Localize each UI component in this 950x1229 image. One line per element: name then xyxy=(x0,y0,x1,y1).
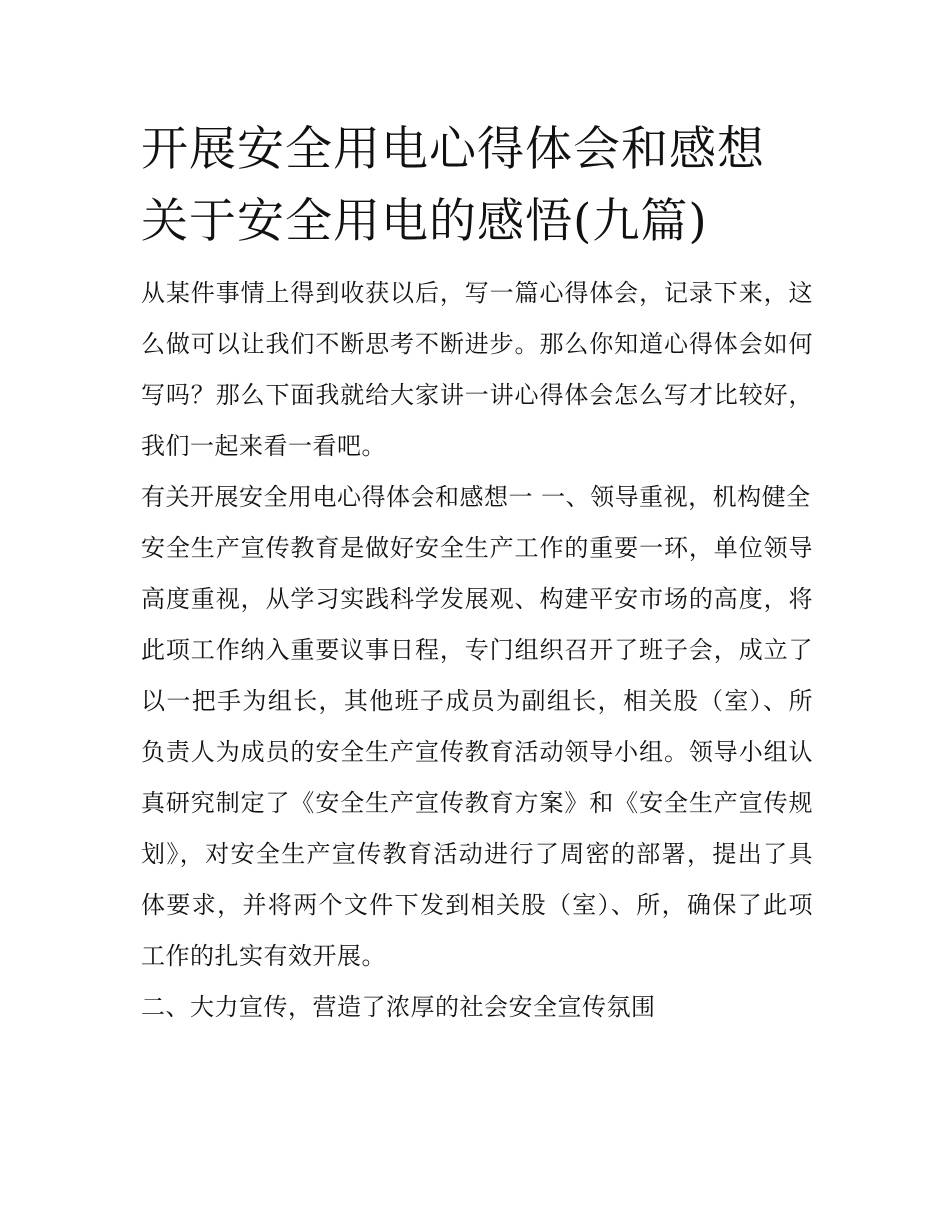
section-heading-2: 二、大力宣传，营造了浓厚的社会安全宣传氛围 xyxy=(141,993,656,1021)
title-line-1: 开展安全用电心得体会和感想 xyxy=(141,122,765,177)
document-content xyxy=(141,114,813,1033)
body-paragraph: 安全生产宣传教育是做好安全生产工作的重要一环，单位领导高度重视，从学习实践科学发展观、构建平安市场的高度，将此项工作纳入重要议事日程，专门组织召开了班子会，成立了以一把手为组长，其他班子成员为副组长，相关股（室）、所负责人为成员的安全生产宣传教育活动领导小组。领导小组认真研究制定了《安全生产宣传教育方案》和《安全生产宣传规划》，对安全生产宣传教育活动进行了周密的部署，提出了具体要求，并将两个文件下发到相关股（室）、所，确保了此项工作的扎实有效开展。 xyxy=(141,534,813,970)
section-heading-1: 有关开展安全用电心得体会和感想一 一、领导重视，机构健全 xyxy=(141,483,811,511)
title-line-2: 关于安全用电的感悟(九篇) xyxy=(141,194,708,249)
document-title xyxy=(141,114,813,258)
document-body xyxy=(141,268,813,1033)
intro-paragraph: 从某件事情上得到收获以后，写一篇心得体会，记录下来，这么做可以让我们不断思考不断进步。那么你知道心得体会如何写吗？那么下面我就给大家讲一讲心得体会怎么写才比较好，我们一起来看一看吧。 xyxy=(141,279,813,460)
